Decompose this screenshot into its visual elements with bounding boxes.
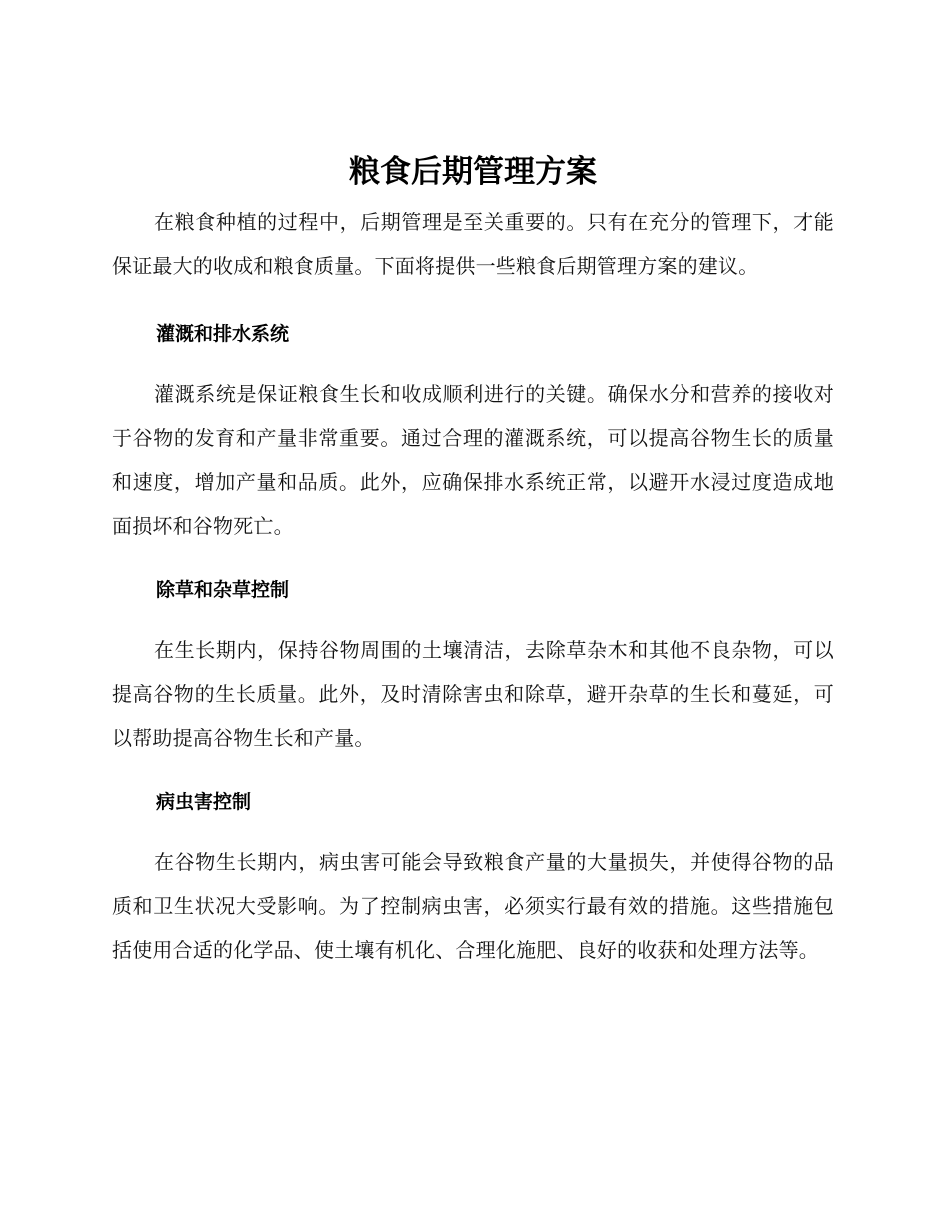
section-paragraph: 在生长期内，保持谷物周围的土壤清洁，去除草杂木和其他不良杂物，可以提高谷物的生长质量。此外，及时清除害虫和除草，避开杂草的生长和蔓延，可以帮助提高谷物生长和产量。 (112, 638, 834, 750)
section-pest-control (112, 780, 834, 972)
intro-paragraph: 在粮食种植的过程中，后期管理是至关重要的。只有在充分的管理下，才能保证最大的收成和粮食质量。下面将提供一些粮食后期管理方案的建议。 (112, 210, 834, 278)
section-weed-control (112, 568, 834, 760)
section-heading: 灌溉和排水系统 (156, 323, 290, 345)
section-heading: 除草和杂草控制 (156, 579, 290, 601)
section-irrigation (112, 312, 834, 548)
document-title: 粮食后期管理方案 (349, 154, 597, 190)
document-page (112, 148, 834, 972)
section-heading: 病虫害控制 (156, 791, 252, 813)
section-paragraph: 灌溉系统是保证粮食生长和收成顺利进行的关键。确保水分和营养的接收对于谷物的发育和产量非常重要。通过合理的灌溉系统，可以提高谷物生长的质量和速度，增加产量和品质。此外，应确保排水系统正常，以避开水浸过度造成地面损坏和谷物死亡。 (112, 382, 834, 538)
section-paragraph: 在谷物生长期内，病虫害可能会导致粮食产量的大量损失，并使得谷物的品质和卫生状况大受影响。为了控制病虫害，必须实行最有效的措施。这些措施包括使用合适的化学品、使土壤有机化、合理化施肥、良好的收获和处理方法等。 (112, 850, 834, 962)
